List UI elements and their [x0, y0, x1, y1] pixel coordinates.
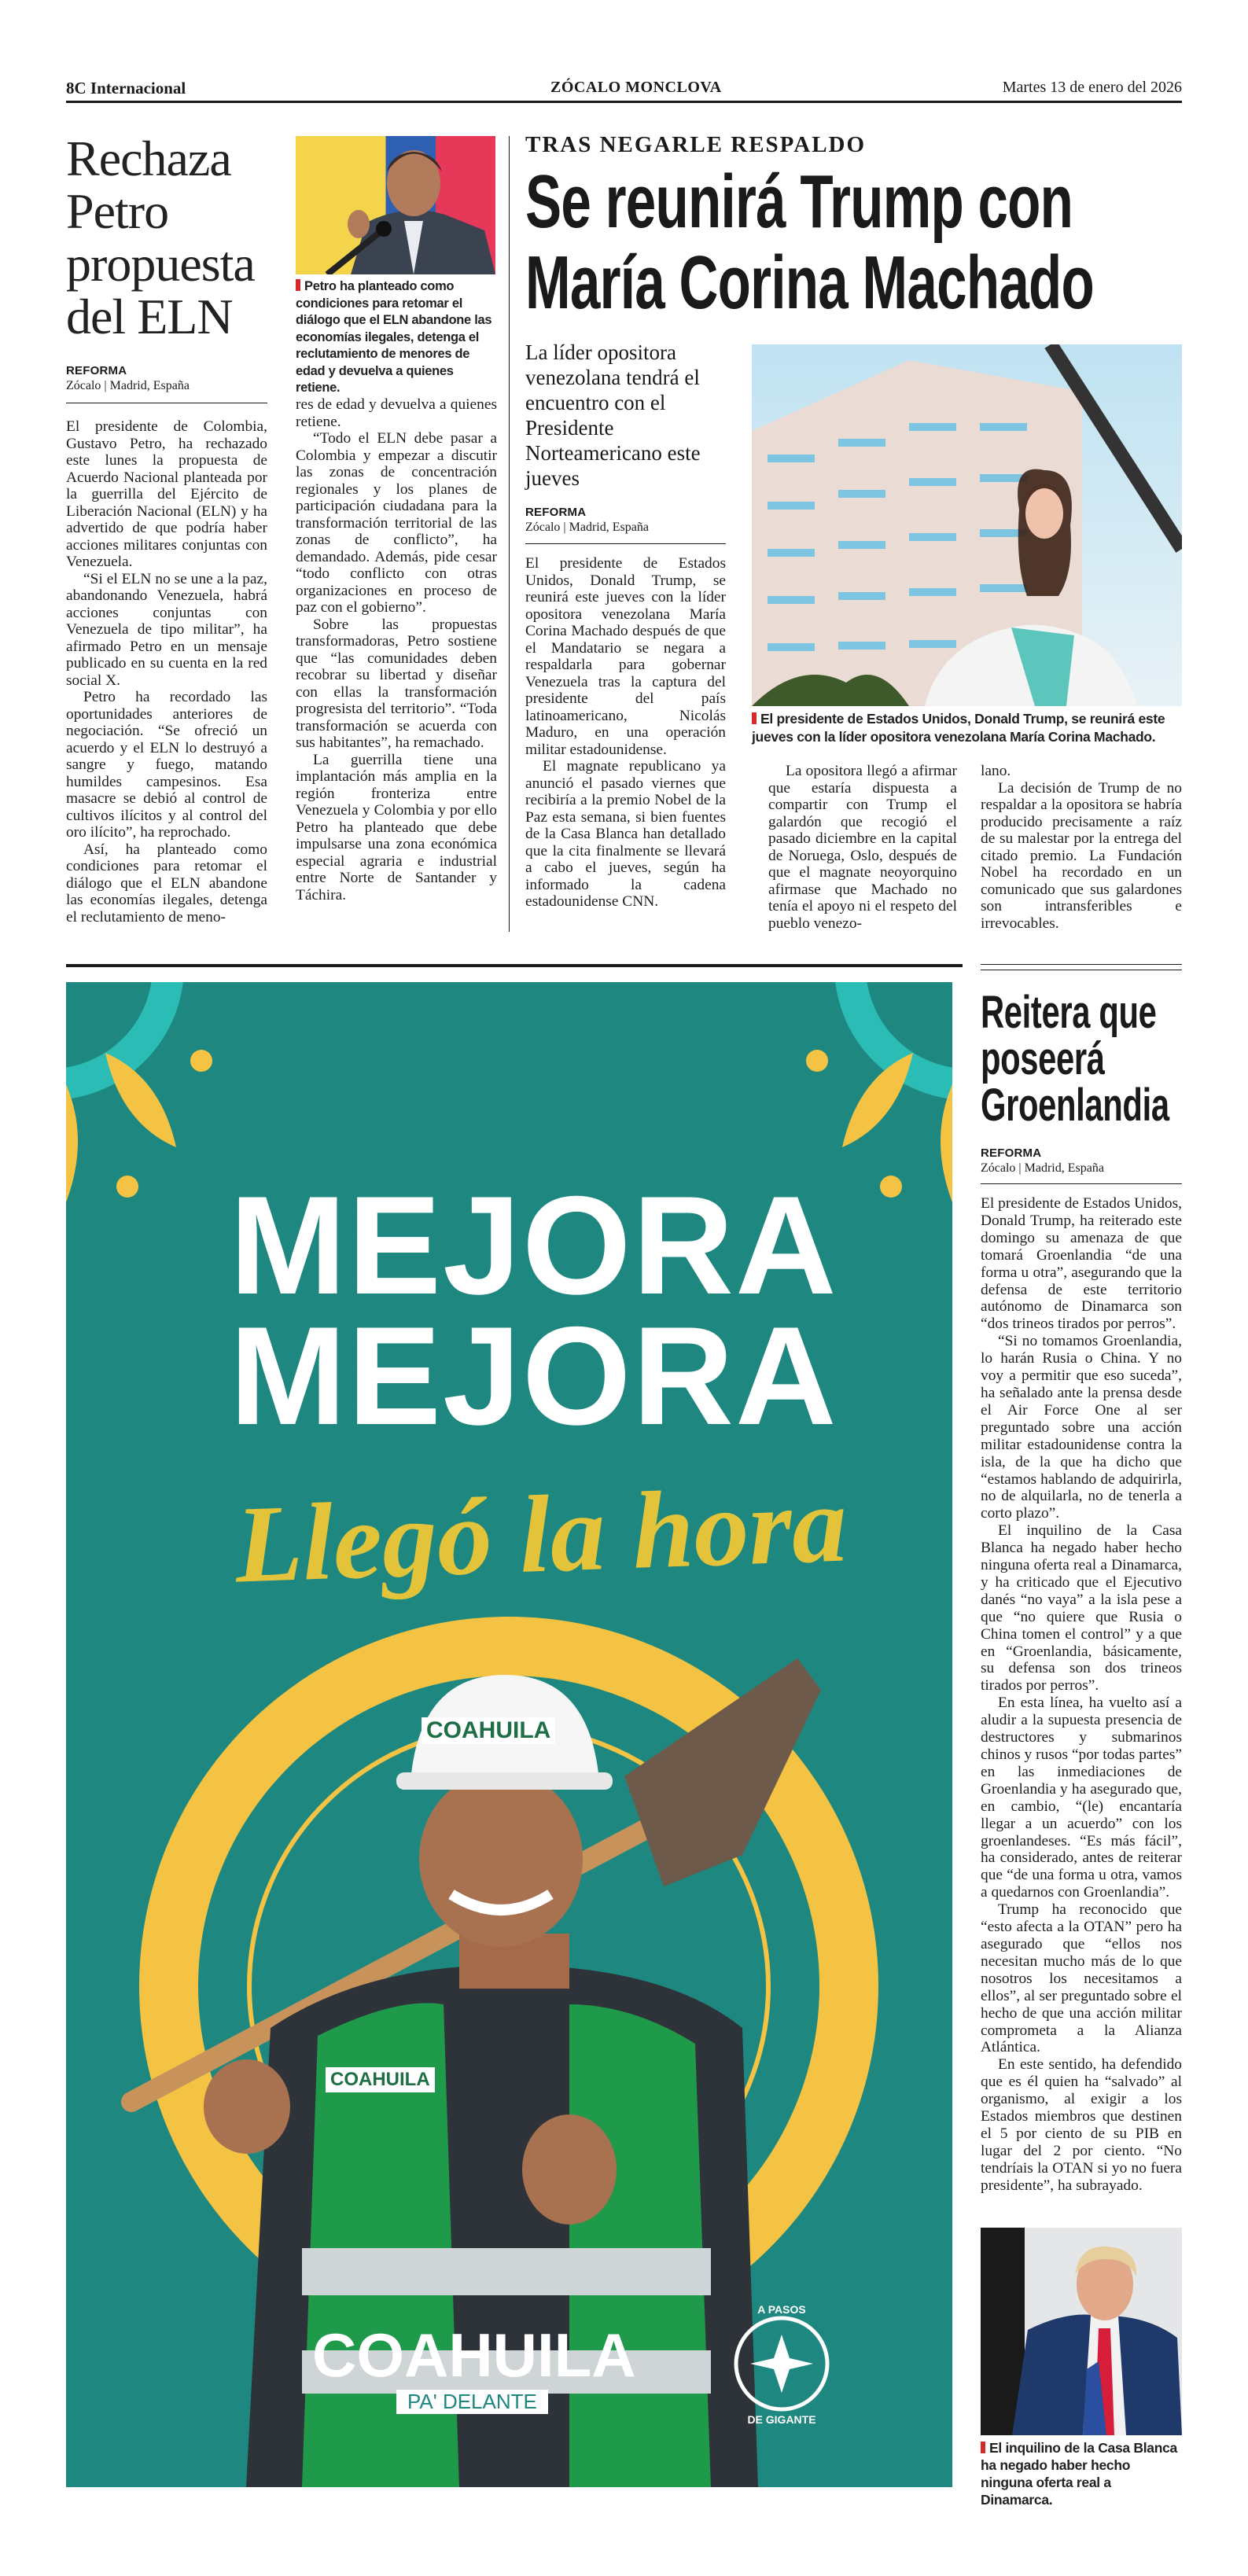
petro-photo: [296, 136, 495, 274]
agency: REFORMA: [66, 364, 127, 377]
headline-line: Rechaza: [66, 131, 231, 186]
petro-photo-caption: [296, 278, 499, 397]
headline-line: poseerá: [981, 1033, 1105, 1084]
headline-line: María Corina Machado: [525, 241, 1095, 325]
caption-marker: [752, 712, 757, 724]
groenlandia-headline: [981, 987, 1169, 1131]
petro-byline: [66, 364, 267, 393]
paragraph: El presidente de Estados Unidos, Donald Trump, se reunirá este jueves con la líder opositora venezolana María Corina Machado después de que el Mandatario se negara a respaldarla para gobernar Venezuela tras la captura del presidente del país latinoamericano, Nicolás Maduro, en una operación militar estadounidense.: [525, 555, 726, 758]
coahuila-logo: COAHUILA: [312, 2320, 636, 2390]
petro-headline: [66, 132, 255, 343]
agency: REFORMA: [525, 506, 587, 519]
ad-slogan: [230, 1167, 838, 1454]
headline-line: Reitera que: [981, 987, 1157, 1038]
paragraph: La guerrilla tiene una implantación más amplia en la región fronteriza entre Venezuela y Colombia y por ello Petro ha planteado que debe impulsarse una zona económica especial agraria e industrial entre Norte de Santander y Táchira.: [296, 751, 497, 903]
newspaper-name: ZÓCALO MONCLOVA: [550, 79, 722, 96]
machado-photo-illustration: [752, 344, 1182, 706]
machado-byline: [525, 506, 726, 535]
machado-deck: La líder opositora venezolana tendrá el encuentro con el Presidente Norteamericano este jueves: [525, 340, 701, 490]
coahuila-ad[interactable]: [66, 982, 952, 2487]
trump-photo-caption: [981, 2439, 1184, 2508]
trump-photo-illustration: [981, 2228, 1182, 2435]
dateline: Zócalo | Madrid, España: [66, 379, 190, 392]
caption-text: El inquilino de la Casa Blanca ha negado haber hecho ninguna oferta real a Dinamarca.: [981, 2440, 1177, 2508]
agency: REFORMA: [981, 1146, 1042, 1160]
slogan-line: MEJORA: [230, 1297, 838, 1454]
paragraph: Petro ha recordado las oportunidades anteriores de negociación. “Se ofreció un acuerdo y el ELN lo destruyó a sangre y fuego, matando humildes campesinos. Esa masacre se debió al control de cultivos ilícitos y al control del oro ilícito”, ha reprochado.: [66, 689, 267, 841]
petro-body-col2: [296, 396, 497, 903]
byline-rule: [981, 1183, 1182, 1184]
byline-rule: [525, 543, 726, 544]
paragraph: El inquilino de la Casa Blanca ha negado haber hecho ninguna oferta real a Dinamarca, y ha criticado que el Ejecutivo danés “no vaya” a la isla pese a que “no quiere que Rusia o China tomen el control” y a que en “Groenlandia, básicamente, su defensa son dos trineos tirados por perros”.: [981, 1522, 1182, 1695]
paragraph: El presidente de Colombia, Gustavo Petro, ha rechazado este lunes la propuesta de Acuerdo Nacional planteada por la guerrilla del Ejército de Liberación Nacional (ELN) y ha advertido de que podría haber acciones militares conjuntas con Venezuela.: [66, 418, 267, 570]
caption-marker: [296, 279, 300, 291]
issue-date: Martes 13 de enero del 2026: [1002, 79, 1182, 96]
paragraph: lano.: [981, 763, 1011, 779]
machado-photo-caption: [752, 710, 1184, 746]
slogan-line: MEJORA: [230, 1167, 838, 1323]
paragraph: Trump ha reconocido que “esto afecta a la OTAN” pero ha asegurado que “ellos nos necesitan mucho más de lo que nosotros los necesitamos a ellos”, al ser preguntado sobre el hecho de que una acción militar comprometa a la Alianza Atlántica.: [981, 1901, 1182, 2056]
machado-body-col2: [768, 763, 957, 932]
headline-line: Petro: [66, 183, 169, 239]
machado-photo: [752, 344, 1182, 706]
paragraph: res de edad y devuelva a quienes retiene.: [296, 396, 497, 430]
column-divider: [509, 136, 510, 932]
header-rule: [66, 101, 1182, 103]
caption-text: El presidente de Estados Unidos, Donald Trump, se reunirá este jueves con la líder opositora venezolana María Corina Machado.: [752, 711, 1165, 745]
headline-line: propuesta: [66, 236, 255, 292]
machado-kicker: TRAS NEGARLE RESPALDO: [525, 132, 867, 157]
trump-photo: [981, 2228, 1182, 2435]
machado-body-col1: [525, 555, 726, 911]
section-label: 8C Internacional: [66, 79, 186, 98]
badge-bottom: DE GIGANTE: [747, 2413, 816, 2426]
corner-sun-left-icon: [66, 982, 212, 1202]
badge-top: A PASOS: [757, 2303, 806, 2316]
petro-photo-illustration: [296, 136, 495, 274]
dateline: Zócalo | Madrid, España: [525, 521, 649, 534]
caption-text: Petro ha planteado como condiciones para retomar el diálogo que el ELN abandone las economías ilegales, detenga el reclutamiento de menores de edad y devuelva a quienes retiene.: [296, 279, 492, 395]
paragraph: “Todo el ELN debe pasar a Colombia y empezar a discutir las zonas de concentración regionales y los planes de participación ciudadana para la transformación territorial de las zonas de conflicto”, ha demandado. Además, pide cesar “todo conflicto con otras organizaciones en proceso de paz con el gobierno”.: [296, 430, 497, 616]
paragraph: “Si no tomamos Groenlandia, lo harán Rusia o China. Y no voy a permitir que eso suceda”, ha señalado ante la prensa desde el Air Force One al ser preguntado sobre una acción militar estadounidense contra la isla, de la que ha dicho que “estamos hablando de adquirirla, no de alquilarla, no de tenerla a corto plazo”.: [981, 1333, 1182, 1522]
paragraph: La opositora llegó a afirmar que estaría dispuesta a compartir con Trump el galardón que recogió el pasado diciembre en la capital de Noruega, Oslo, después de que el magnate neoyorquino afirmase que Machado no tenía el apoyo ni el respeto del pueblo venezo-: [768, 763, 957, 932]
groenlandia-byline: [981, 1146, 1182, 1176]
paragraph: La decisión de Trump de no respaldar a la opositora se habría producido precisamente a raíz de su malestar por la entrega del citado premio. La Fundación Nobel ha recordado en un comunicado que sus galardones son intransferibles e irrevocables.: [981, 779, 1182, 932]
caption-marker: [981, 2442, 985, 2453]
coahuila-logo-sub: PA' DELANTE: [396, 2390, 548, 2414]
paragraph: Sobre las propuestas transformadoras, Petro sostiene que “las comunidades deben recobrar su libertad y diseñar con ellas la transformación progresista del territorio”. “Toda transformación se acuerda con sus habitantes”, ha remachado.: [296, 616, 497, 751]
paragraph: El presidente de Estados Unidos, Donald Trump, ha reiterado este domingo su amenaza de que tomará Groenlandia “de una forma u otra”, asegurando que la defensa de este territorio autónomo de Dinamarca son “dos trineos tirados por perros”.: [981, 1195, 1182, 1333]
helmet-logo: COAHUILA: [422, 1717, 555, 1744]
headline-line: Groenlandia: [981, 1080, 1169, 1131]
dateline: Zócalo | Madrid, España: [981, 1161, 1104, 1175]
headline-line: del ELN: [66, 289, 233, 344]
vest-logo: COAHUILA: [326, 2067, 435, 2092]
headline-line: Se reunirá Trump con: [525, 160, 1073, 244]
paragraph: En este sentido, ha defendido que es él quien ha “salvado” al organismo, al exigir a los Estados miembros que destinen el 5 por ciento de su PIB en lugar del 2 por ciento. “No tendríais la OTAN si yo no fuera presidente”, ha subrayado.: [981, 2056, 1182, 2194]
paragraph: El magnate republicano ya anunció el pasado viernes que recibiría a la premio Nobel de la Paz esta semana, si bien fuentes de la Casa Blanca han detallado que la cita finalmente se llevará a cabo el jueves, según ha informado la cadena estadounidense CNN.: [525, 758, 726, 910]
section-rule: [66, 964, 963, 967]
groenlandia-body: [981, 1195, 1182, 2195]
paragraph: “Si el ELN no se une a la paz, abandonando Venezuela, habrá acciones conjuntas con Venezuela de tipo militar”, ha afirmado Petro en un mensaje publicado en su cuenta en la red social X.: [66, 570, 267, 689]
machado-body-col3: [981, 763, 1182, 932]
paragraph: En esta línea, ha vuelto así a aludir a la supuesta presencia de destructores y submarinos chinos y rusos “por todas partes” en las inmediaciones de Groenlandia y ha asegurado que, en cambio, “(le) encantaría llegar a un acuerdo” con los groenlandeses. “Es más fácil”, ha considerado, antes de reiterar que “de una forma u otra, vamos a quedarnos con Groenlandia”.: [981, 1695, 1182, 1901]
paragraph: Así, ha planteado como condiciones para retomar el diálogo que el ELN abandone las economías ilegales, detenga el reclutamiento de meno-: [66, 841, 267, 926]
machado-headline: [525, 161, 1094, 323]
petro-body-col1: [66, 418, 267, 926]
section-rule-right: [981, 964, 1182, 965]
ad-script: Llegó la hora: [233, 1463, 849, 1606]
